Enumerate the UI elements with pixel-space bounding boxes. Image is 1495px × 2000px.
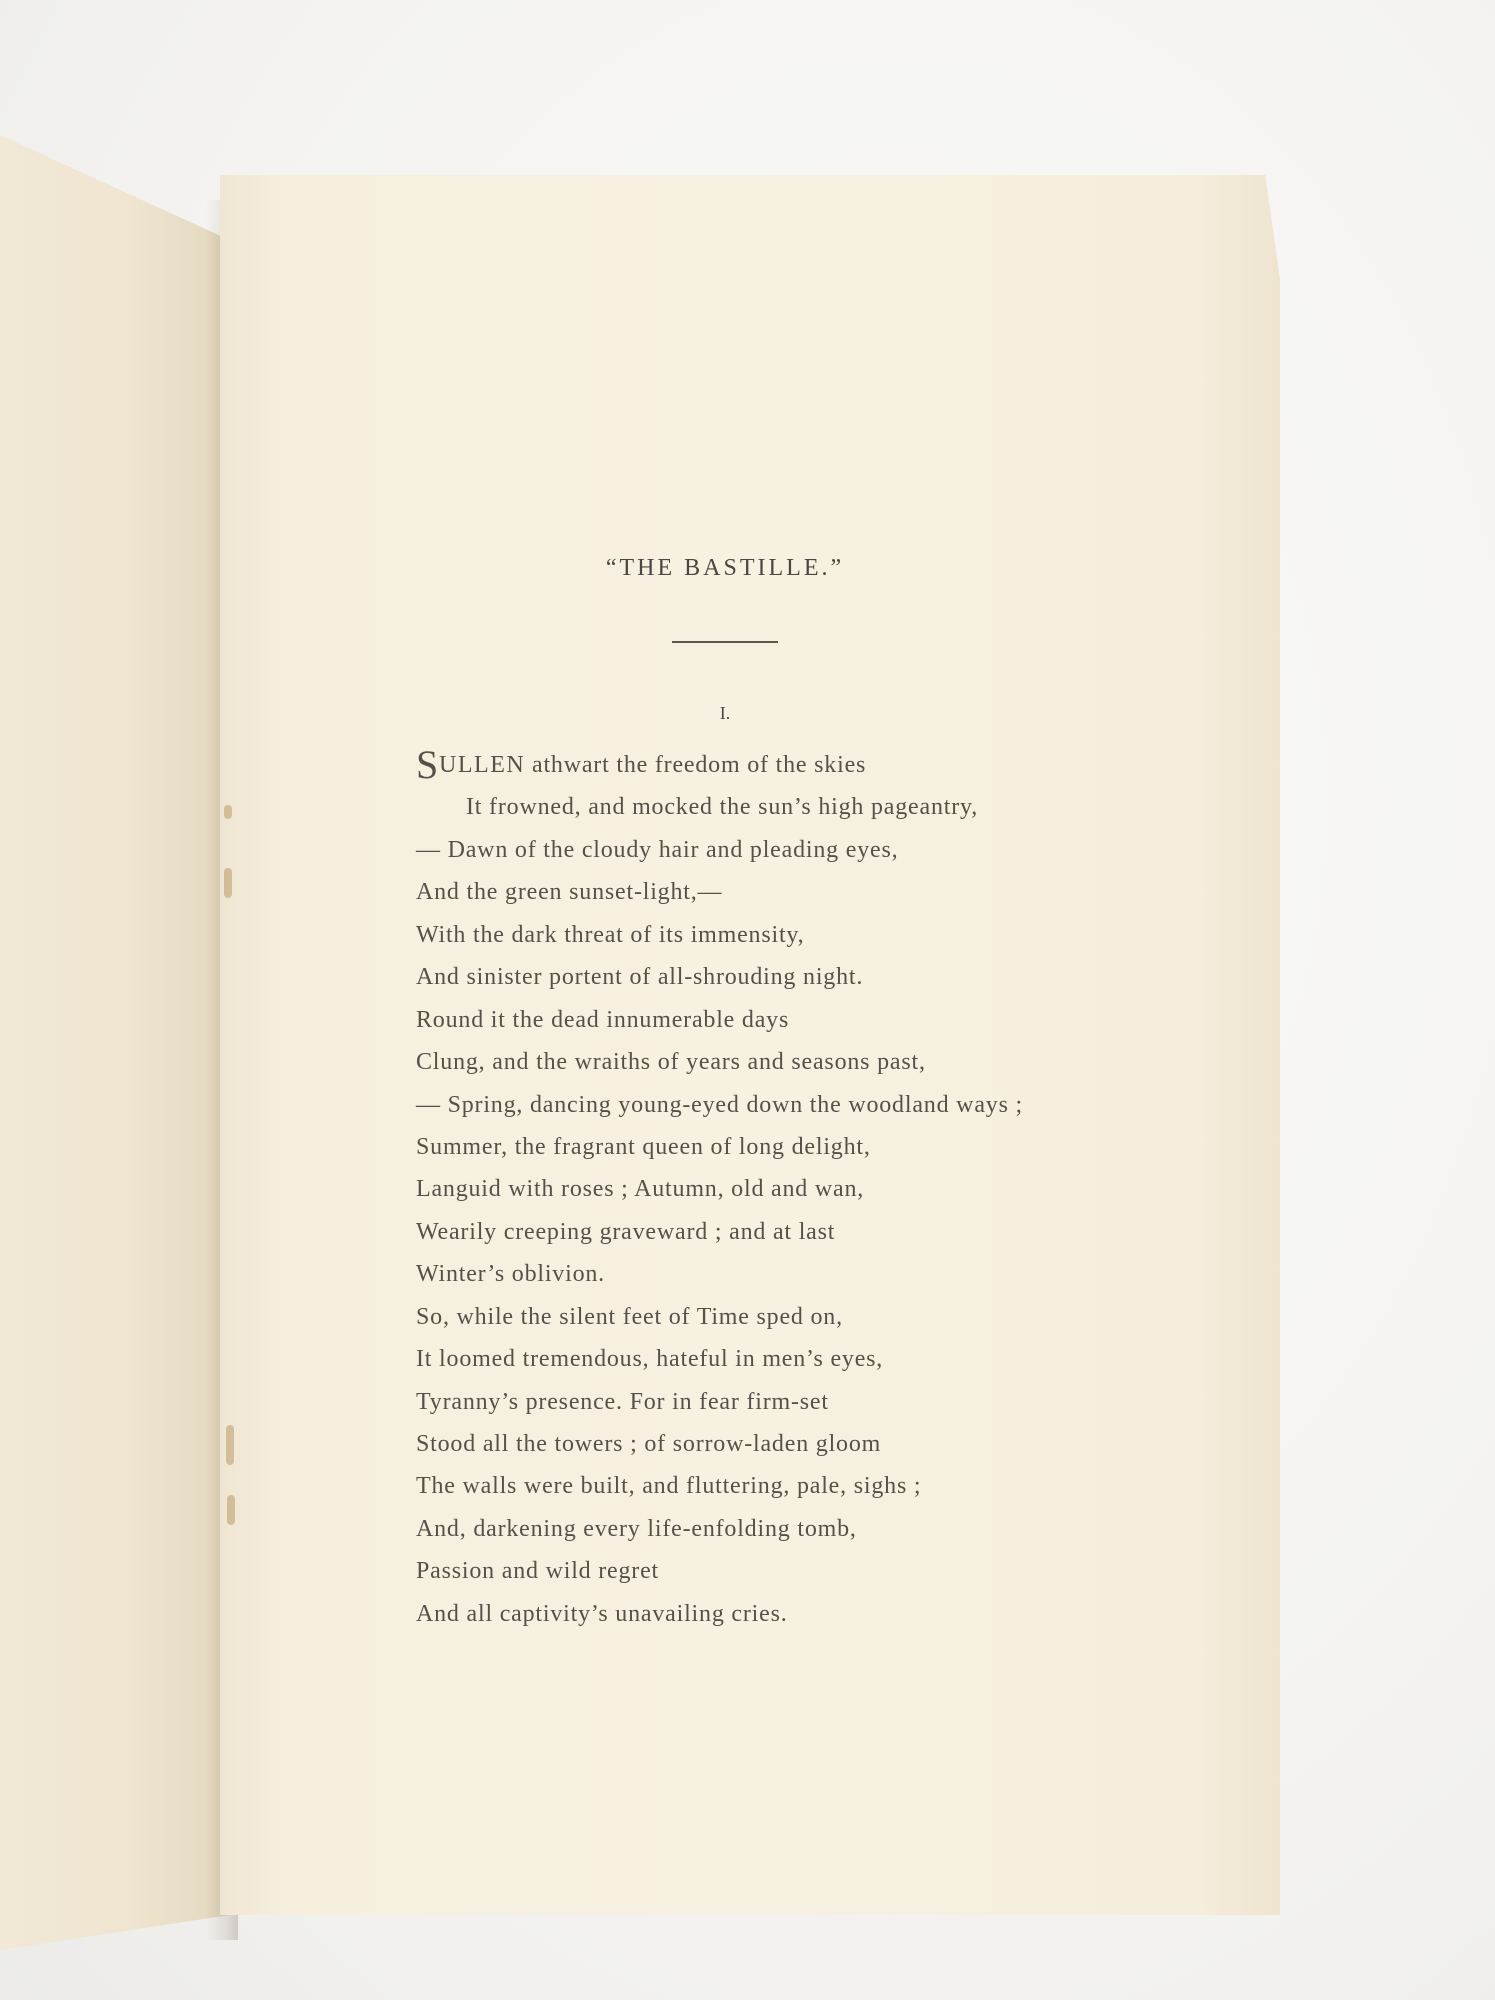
title-rule xyxy=(672,641,778,643)
poem-line: So, while the silent feet of Time sped on, xyxy=(416,1303,843,1330)
poem-line: — Spring, dancing young-eyed down the woodland ways ; xyxy=(416,1091,1023,1118)
edge-stain xyxy=(226,1425,234,1465)
first-line-rest: athwart the freedom of the skies xyxy=(525,752,867,778)
poem-line: Clung, and the wraiths of years and seasons past, xyxy=(416,1049,926,1076)
edge-stain xyxy=(224,868,232,898)
poem-line: Winter’s oblivion. xyxy=(416,1261,605,1288)
edge-stain xyxy=(227,1495,235,1525)
poem-line: Languid with roses ; Autumn, old and wan, xyxy=(416,1176,865,1203)
poem-line: It loomed tremendous, hateful in men’s eyes, xyxy=(416,1346,884,1373)
poem-line: Summer, the fragrant queen of long delight, xyxy=(416,1133,871,1160)
poem-line: It frowned, and mocked the sun’s high pageantry, xyxy=(466,794,979,821)
poem-line: The walls were built, and fluttering, pale, sighs ; xyxy=(416,1473,922,1500)
edge-stain xyxy=(224,805,232,819)
poem-line: With the dark threat of its immensity, xyxy=(416,921,805,948)
poem-line: Round it the dead innumerable days xyxy=(416,1006,790,1033)
poem-line: And, darkening every life-enfolding tomb, xyxy=(416,1515,857,1542)
poem-line: Passion and wild regret xyxy=(416,1558,660,1585)
poem-line: Stood all the towers ; of sorrow-laden gloom xyxy=(416,1431,882,1457)
poem-line: — Dawn of the cloudy hair and pleading eyes, xyxy=(416,836,899,863)
poem-text xyxy=(416,744,1176,1635)
poem-title: “THE BASTILLE.” xyxy=(605,555,845,581)
poem-line: Tyranny’s presence. For in fear firm-set xyxy=(416,1388,829,1415)
poem-line: And the green sunset-light,— xyxy=(416,879,723,906)
poem-line: Wearily creeping graveward ; and at last xyxy=(416,1218,836,1245)
poem-line xyxy=(416,744,1176,786)
opening-word: ULLEN xyxy=(439,752,526,778)
poem-line: And all captivity’s unavailing cries. xyxy=(416,1600,788,1627)
poem-line: And sinister portent of all-shrouding night. xyxy=(416,964,864,991)
left-page xyxy=(0,135,238,1950)
section-numeral: I. xyxy=(719,703,731,723)
drop-cap: S xyxy=(416,742,440,787)
